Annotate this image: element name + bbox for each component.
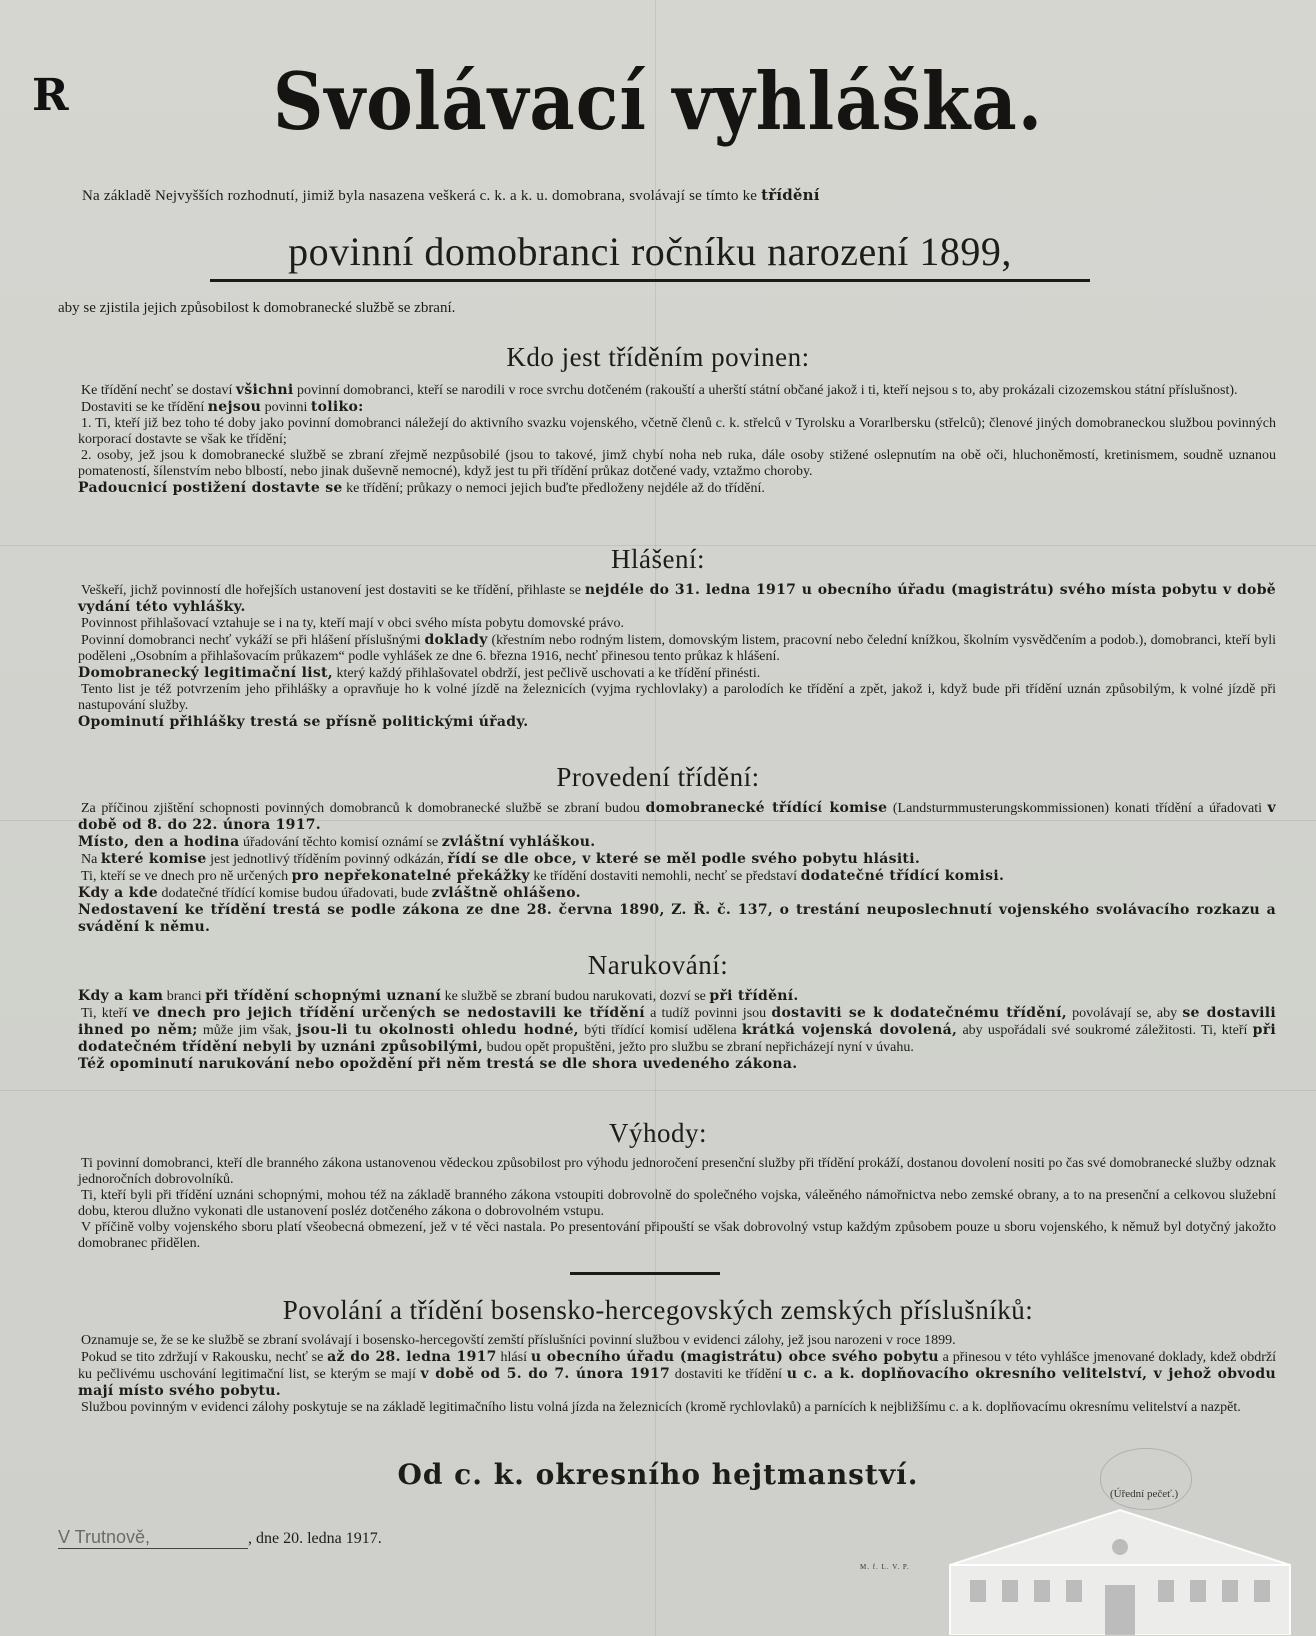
text: povolávají se, aby [1066,1006,1183,1021]
bold-text: Též opominutí narukování nebo opoždění při něm trestá se dle shora uvedeného zákona. [78,1056,798,1072]
section-body-benefits [78,1156,1276,1252]
paragraph [78,868,1276,885]
paragraph [78,851,1276,868]
text: a přinesou v této vyhlášce jmenované doklady, kdež obdrží ku pečlivému uschování legitimační list, se kterým se mají [78,1350,1276,1382]
bold-text: Kdy a kde [78,885,159,901]
bold-text: dostaviti se k dodatečnému třídění, [771,1005,1067,1021]
text: Ke třídění nechť se dostaví [81,383,236,398]
section-body-bosnian [78,1333,1276,1416]
text: aby uspořádali své soukromé záležitosti. Ti, kteří [957,1023,1253,1038]
bold-text: krátká vojenská dovolená, [741,1022,958,1038]
page-title: Svolávací vyhláška. [272,55,1044,148]
place-date-line [58,1527,382,1549]
bold-text: u c. a k. doplňovacího okresního velitelství, v jehož obvodu mají místo svého pobytu. [78,1366,1276,1399]
paragraph: Oznamuje se, že se ke službě se zbraní svolávají i bosensko-hercegovští zemští příslušníci povinní službou v evidenci zálohy, jež jsou narozeni v roce 1899. [81,1333,956,1348]
bold-text: zvláštně ohlášeno. [431,885,581,901]
bold-text: Opominutí přihlášky trestá se přísně politickými úřady. [78,714,529,730]
bold-text: domobranecké třídící komise [645,800,888,816]
paragraph: V příčině volby vojenského sboru platí všeobecná obmezení, jež v té věci nastala. Po presentování připouští se však dobrovolný vstup každým způsobem pouze u sboru vojenského, k němuž byl dotyčný jakožto domobranec přidělen. [78,1220,1276,1251]
paragraph: 1. Ti, kteří již bez toho té doby jako povinní domobranci náležejí do aktivního svazku vojenského, včetně členů c. k. střelců v Tyrolsku a Vorarlbersku (střelců); členové jiných domobraneckou službou povinných korporací dostavte se však ke třídění; [78,416,1276,447]
paragraph [78,988,1276,1005]
text: branci [163,989,206,1004]
bold-text: Domobranecký legitimační list, [78,665,333,681]
bold-text: toliko: [310,399,364,415]
text: ke třídění dostaviti nemohli, nechť se představí [529,869,801,884]
text: může jim však, [197,1023,297,1038]
section-heading-bosnian: Povolání a třídění bosensko-hercegovských zemských příslušníků: [282,1295,1034,1325]
section-body-registration [78,582,1276,731]
bold-text: dodatečné třídící komisi. [800,868,1005,884]
text: Ti, kteří se ve dnech pro ně určených [81,869,292,884]
purpose-line: aby se zjistila jejich způsobilost k domobranecké službě se zbraní. [58,300,456,316]
bold-text: jsou-li tu okolnosti ohledu hodné, [296,1022,579,1038]
seal-label: (Úřední pečeť.) [1110,1488,1179,1500]
bold-text: které komise [100,851,207,867]
bold-text: ve dnech pro jejich třídění určených se nedostavili ke třídění [132,1005,645,1021]
paragraph [78,632,1276,665]
corner-mark: R [32,70,69,121]
paragraph [78,800,1276,834]
paragraph [78,885,1276,902]
paragraph [78,834,1276,851]
bold-text: řídí se dle obce, v které se měl podle svého pobytu hlásiti. [447,851,920,867]
fold-crease-horizontal [0,1090,1316,1091]
paragraph [78,480,1276,497]
archive-building-watermark-icon [930,1495,1310,1635]
bold-text: při třídění. [709,988,799,1004]
section-heading-who: Kdo jest tříděním povinen: [506,342,810,372]
bold-text: Padoucnicí postižení dostavte se [78,480,343,496]
paragraph: Tento list je též potvrzením jeho přihlášky a opravňuje ho k volné jízdě na železnicích (vyjma rychlovlaky) a parolodích ke třídění a zpět, jakož i, když bude při třídění uznán způsobilým, k volné jízdě při nastupování služby. [78,682,1276,713]
paragraph: Povinnost přihlašovací vztahuje se i na ty, kteří mají v obci svého místa pobytu domovské právo. [81,616,625,631]
bold-text: nejsou [207,399,262,415]
bold-text: doklady [424,632,488,648]
paragraph [78,902,1276,936]
text: hlásí [496,1350,531,1365]
divider [570,1272,720,1275]
section-body-enlistment [78,988,1276,1073]
intro-text: Na základě Nejvyšších rozhodnutí, jimiž byla nasazena veškerá c. k. a k. u. domobrana, svolávají se tímto ke [82,188,762,204]
bold-text: pro nepřekonatelné překážky [291,868,530,884]
bold-text: Kdy a kam [78,988,164,1004]
text: Ti, kteří [81,1006,133,1021]
signature-line: Od c. k. okresního hejtmanství. [397,1458,919,1491]
paragraph: Ti povinní domobranci, kteří dle branného zákona ustanovenou vědeckou způsobilost pro výhodu jednoročení presenční služby při třídění prokáží, dostanou dovolení nositi po čas své domobranecké služby odznak jednoročních dobrovolníků. [78,1156,1276,1187]
text: (křestním nebo rodným listem, domovským listem, pracovní nebo čelední knížkou, školním vysvědčením a podob.), domobranci, kteří byli poděleni „Osobním a přihlašovacím průkazem“ podle vyhlášek ze dne 6. března 1916, nechť přinesou tento průkaz k hlášení. [78,633,1276,664]
bold-text: nejdéle do 31. ledna 1917 u obecního úřadu (magistrátu) svého místa pobytu v době vydání této vyhlášky. [78,582,1276,615]
text: dostaviti ke třídění [670,1367,787,1382]
bold-text: při dodatečném třídění nebyli by uznáni způsobilými, [78,1022,1276,1055]
paragraph [78,382,1276,399]
section-heading-enlistment: Narukování: [587,950,729,980]
printer-imprint: M. f. L. V. P. [860,1563,910,1571]
text: ke službě se zbraní budou narukovati, dozví se [441,989,710,1004]
section-body-execution [78,800,1276,936]
bold-text: u obecního úřadu (magistrátu) obce svého pobytu [530,1349,939,1365]
bold-text: Nedostavení ke třídění trestá se podle zákona ze dne 28. června 1890, Z. Ř. č. 137, o trestání neuposlechnutí vojenského svolávacího rozkazu a svádění k němu. [78,902,1276,935]
paragraph [78,399,1276,416]
text: úřadování těchto komisí oznámí se [239,835,442,850]
date-text: , dne 20. ledna 1917. [248,1530,382,1547]
text: a tudíž povinni jsou [644,1006,772,1021]
text: (Landsturmmusterungskommissionen) konati třídění a úřadovati [887,801,1268,816]
bold-text: zvláštní vyhláškou. [441,834,596,850]
bold-text: při třídění schopnými uznaní [205,988,442,1004]
section-body-who [78,382,1276,497]
text: Povinní domobranci nechť vykáží se při hlášení příslušnými [81,633,425,648]
text: Na [81,852,101,867]
paragraph [78,1349,1276,1400]
handwritten-place: V Trutnově, [58,1527,248,1549]
text: Pokud se tito zdržují v Rakousku, nechť se [81,1350,328,1365]
bold-text: v době od 5. do 7. února 1917 [420,1366,671,1382]
bold-text: až do 28. ledna 1917 [327,1349,497,1365]
text: povinni [261,400,311,415]
text: povinní domobranci, kteří se narodili v roce svrchu dotčeném (rakouští a uherští státní občané jakož i ti, kteří nejsou s to, aby prokázali cizozemskou státní příslušnost). [293,383,1238,398]
text: Veškeří, jichž povinností dle hořejších ustanovení jest dostaviti se ke třídění, přihlaste se [81,583,585,598]
paragraph: 2. osoby, jež jsou k domobranecké službě se zbraní zřejmě nezpůsobilé (jsou to takové, jimž chybí noha neb ruka, dále osoby stižené oslepnutím na obě oči, hluchoněmostí, kretinismem, soudně uznanou pomateností, šílenstvím nebo blbostí, nebo jinak duševně nemocné), když jest tu při třídění průkaz dotčené vady, vztažmo choroby. [78,448,1276,479]
section-heading-execution: Provedení třídění: [556,762,760,792]
paragraph [78,1056,1276,1073]
bold-text: se dostavili ihned po něm; [78,1005,1276,1038]
paragraph: Ti, kteří byli při třídění uznáni schopnými, mohou též na základě branného zákona vstoupiti dobrovolně do společného vojska, váleěného námořnictva nebo zemské obrany, a to na presenční a celkovou služební dobu, kterou dlužno vykonati dle ustanovení posléz dotčeného zákona o dobrovolném vstupu. [78,1188,1276,1219]
section-heading-registration: Hlášení: [611,544,705,574]
paragraph [78,665,1276,682]
paragraph [78,714,1276,731]
text: ke třídění; průkazy o nemoci jejich buďte předloženy nejdéle až do třídění. [342,481,765,496]
subtitle: povinní domobranci ročníku narození 1899, [210,228,1090,282]
paragraph: Službou povinným v evidenci zálohy poskytuje se na základě legitimačního listu volná jízda na železnicích (kromě rychlovlaků) a parnících k nejbližšímu c. a k. doplňovacímu okresnímu velitelství a nazpět. [81,1400,1241,1415]
text: dodatečné třídící komise budou úřadovati, bude [158,886,432,901]
paragraph [78,582,1276,616]
text: Za příčinou zjištění schopnosti povinných domobranců k domobranecké službě se zbraní budou [81,801,646,816]
text: budou opět propuštěni, ježto pro službu se zbraní nepřicházejí nyní v úvahu. [483,1040,914,1055]
text: býti třídící komisí udělena [578,1023,742,1038]
intro-paragraph [82,186,1242,205]
text: který každý přihlašovatel obdrží, jest pečlivě uschovati a ke třídění přinésti. [332,666,761,681]
text: jest jednotlivý tříděním povinný odkázán, [206,852,448,867]
text: Dostaviti se ke třídění [81,400,208,415]
bold-text: všichni [235,382,294,398]
bold-text: Místo, den a hodina [78,834,240,850]
intro-bold: třídění [761,186,820,204]
section-heading-benefits: Výhody: [609,1118,707,1148]
paragraph [78,1005,1276,1056]
bold-text: v době od 8. do 22. února 1917. [78,800,1276,833]
